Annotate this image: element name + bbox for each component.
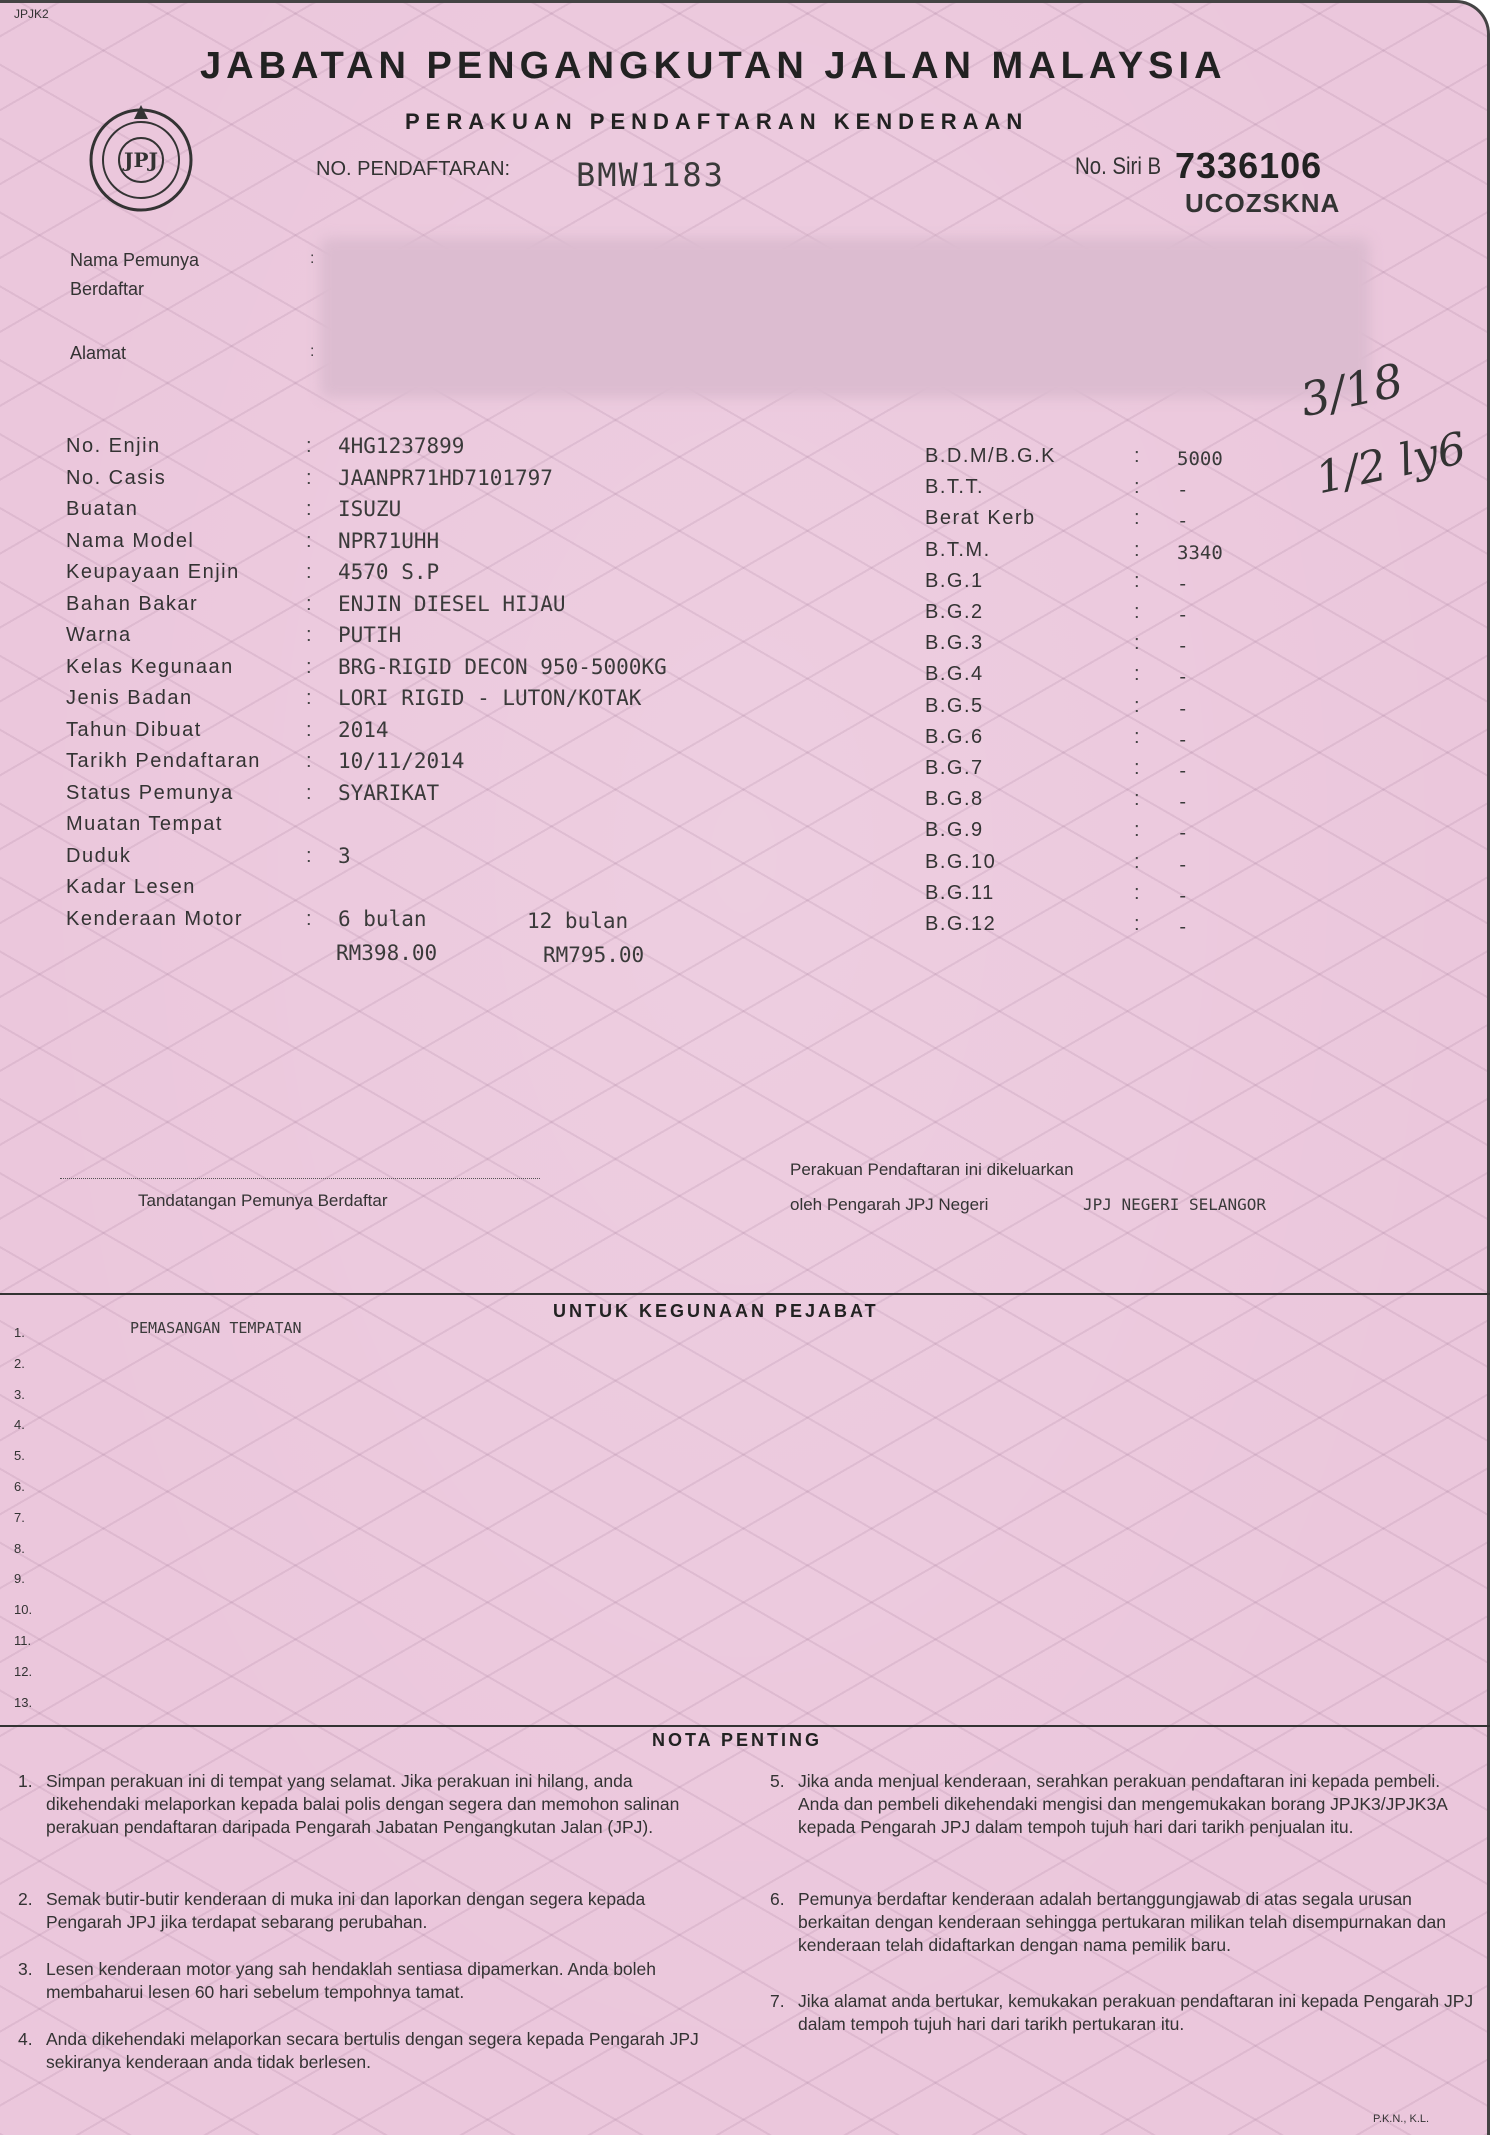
vehicle-field-label: Kelas Kegunaan [66,655,234,678]
office-row-number: 6. [14,1479,25,1494]
vehicle-field-value: JAANPR71HD7101797 [338,465,553,490]
vehicle-field-label: Kadar Lesen [66,876,196,898]
office-row-number: 4. [14,1417,25,1433]
vehicle-field-label: Muatan Tempat [66,813,223,835]
note-number: 6. [770,1889,785,1909]
office-row-number: 9. [14,1571,25,1587]
office-row-number: 2. [14,1355,25,1371]
weight-field-colon: : [1134,538,1140,561]
vehicle-field-label: No. Enjin [66,435,161,457]
vehicle-field-colon: : [306,435,312,457]
license-12-label: 12 bulan [527,909,629,933]
handwritten-note-1: 3/18 [1295,352,1408,428]
note-item [770,1990,1478,2036]
handwritten-note-2: 1/2 ly6 [1311,422,1471,505]
note-item [18,1888,726,1934]
weight-field-colon: : [1134,913,1140,935]
weight-field-value: - [1177,822,1189,845]
note-number: 7. [770,1991,785,2011]
license-12-fee: RM795.00 [543,943,645,967]
owner-name-label-2: Berdaftar [70,279,145,299]
weight-field-label: B.G.7 [925,757,984,779]
vehicle-field-label: Kenderaan Motor [66,907,244,930]
reg-no-value: BMW1183 [576,156,725,194]
weight-field-label: B.T.T. [925,476,985,499]
printer-code: P.K.N., K.L. [1373,2113,1430,2125]
vehicle-field-colon: : [306,844,312,867]
vehicle-field-colon: : [306,498,312,520]
notes-title: NOTA PENTING [652,1730,822,1750]
weight-field-label: B.G.3 [925,632,984,655]
vehicle-field-colon: : [306,907,312,930]
vehicle-field-value: 3 [338,843,351,868]
serial-label: No. Siri B [1075,153,1162,180]
note-number: 5. [770,1771,785,1791]
weight-field-value: - [1177,604,1189,626]
issued-by-line-1: Perakuan Pendaftaran ini dikeluarkan [790,1160,1074,1179]
weight-field-label: B.G.1 [925,569,984,592]
note-item [18,2028,726,2074]
weight-field-value: - [1177,635,1189,658]
license-6-fee: RM398.00 [336,941,438,965]
weight-field-value: - [1177,791,1189,814]
vehicle-field-colon: : [306,750,312,772]
office-row-number: 5. [14,1448,25,1464]
reg-no-label: NO. PENDAFTARAN: [316,158,511,180]
note-number: 1. [18,1771,33,1791]
signature-line [60,1178,540,1179]
weight-field-label: B.T.M. [925,538,991,561]
office-row-number: 7. [14,1509,25,1525]
page-title: JABATAN PENGANGKUTAN JALAN MALAYSIA [200,45,1227,87]
vehicle-field-value: 6 bulan [338,906,427,931]
weight-field-colon: : [1134,569,1140,592]
issued-by-line-2: oleh Pengarah JPJ Negeri [790,1195,989,1214]
vehicle-field-value: ENJIN DIESEL HIJAU [338,591,566,616]
vehicle-field-colon: : [306,529,312,552]
address-colon: : [310,343,315,360]
form-code: JPJK2 [14,7,49,21]
weight-field-value: - [1177,853,1189,876]
weight-field-label: B.G.9 [925,819,984,842]
note-item [770,1770,1478,1839]
vehicle-field-colon: : [306,655,312,678]
weight-field-label: B.D.M/B.G.K [925,445,1056,467]
vehicle-field-value: 4HG1237899 [338,434,465,458]
weight-field-label: B.G.2 [925,601,984,623]
note-number: 2. [18,1889,33,1909]
weight-field-colon: : [1134,694,1140,717]
vehicle-field-value: BRG-RIGID DECON 950-5000KG [338,654,667,679]
weight-field-value: - [1177,572,1189,595]
vehicle-field-label: Jenis Badan [66,687,193,709]
weight-field-colon: : [1134,663,1140,686]
office-row-number: 1. [14,1325,25,1340]
weight-field-colon: : [1134,788,1140,811]
note-number: 4. [18,2029,33,2049]
weight-field-value: - [1177,697,1189,720]
owner-colon: : [310,250,315,267]
vehicle-field-label: Bahan Bakar [66,592,199,615]
vehicle-field-value: NPR71UHH [338,528,440,553]
weight-field-colon: : [1134,632,1140,655]
weight-field-value: - [1177,479,1189,502]
note-text: Simpan perakuan ini di tempat yang selamat. Jika perakuan ini hilang, anda dikehendaki melaporkan kepada balai polis dengan segera dan memohon salinan perakuan pendaftaran daripada Pengarah Jabatan Pengangkutan Jalan (JPJ). [46,1771,680,1837]
office-row-number: 11. [14,1633,32,1648]
weight-field-label: B.G.11 [925,881,995,904]
weight-field-colon: : [1134,445,1140,467]
notes-section-top-rule [0,1725,1490,1727]
note-text: Pemunya berdaftar kenderaan adalah bertanggungjawab di atas segala urusan berkaitan dengan kenderaan sehingga pertukaran milikan telah disempurnakan dan kenderaan telah didaftarkan dengan nama pemilik baru. [798,1889,1446,1955]
vehicle-field-colon: : [306,718,312,741]
jpj-emblem-icon [82,101,200,219]
weight-field-value: 3340 [1177,541,1223,564]
vehicle-field-label: Tahun Dibuat [66,718,202,741]
serial-code: UCOZSKNA [1185,188,1341,218]
vehicle-field-label: Warna [66,624,132,646]
note-item [770,1888,1478,1957]
vehicle-field-label: Duduk [66,844,132,867]
weight-field-value: - [1177,728,1189,751]
vehicle-field-value: SYARIKAT [338,780,440,805]
vehicle-field-value: PUTIH [338,623,402,647]
weight-field-label: B.G.12 [925,913,997,935]
serial-value: 7336106 [1175,145,1323,186]
vehicle-field-value: 4570 S.P [338,560,440,584]
weight-field-label: B.G.8 [925,788,984,811]
svg-text:JPJ: JPJ [124,148,158,172]
weight-field-label: Berat Kerb [925,507,1036,530]
weight-field-colon: : [1134,476,1140,499]
office-row-number: 12. [14,1663,33,1679]
weight-field-value: - [1177,666,1189,689]
owner-signature-label: Tandatangan Pemunya Berdaftar [138,1191,388,1210]
weight-field-value: 5000 [1177,448,1223,470]
vehicle-field-value: LORI RIGID - LUTON/KOTAK [338,686,642,710]
vehicle-field-label: Keupayaan Enjin [66,561,240,583]
weight-field-value: - [1177,760,1189,782]
office-row1-text: PEMASANGAN TEMPATAN [130,1319,302,1337]
vehicle-field-value: 10/11/2014 [338,749,465,773]
vehicle-field-colon: : [306,466,312,489]
office-section-top-rule [0,1293,1490,1295]
vehicle-field-label: Tarikh Pendaftaran [66,750,261,772]
vehicle-field-colon: : [306,624,312,646]
office-use-title: UNTUK KEGUNAAN PEJABAT [553,1301,879,1321]
weight-field-colon: : [1134,881,1140,904]
address-label: Alamat [70,343,127,363]
weight-field-label: B.G.10 [925,850,997,873]
vehicle-field-colon: : [306,561,312,583]
weight-field-colon: : [1134,757,1140,779]
note-item [18,1770,726,1839]
weight-field-colon: : [1134,850,1140,873]
weight-field-label: B.G.6 [925,725,984,748]
note-text: Semak butir-butir kenderaan di muka ini dan laporkan dengan segera kepada Pengarah JPJ jika terdapat sebarang perubahan. [46,1889,646,1932]
page-subtitle: PERAKUAN PENDAFTARAN KENDERAAN [405,109,1029,134]
weight-field-colon: : [1134,507,1140,530]
note-number: 3. [18,1959,33,1979]
weight-field-colon: : [1134,601,1140,623]
note-text: Jika anda menjual kenderaan, serahkan perakuan pendaftaran ini kepada pembeli. Anda dan pembeli dikehendaki mengisi dan mengemukakan borang JPJK3/JPJK3A kepada Pengarah JPJ dalam tempoh tujuh hari dari tarikh penjualan itu. [798,1771,1447,1837]
vehicle-field-value: ISUZU [338,497,402,521]
owner-name-label: Nama Pemunya [70,250,200,270]
vehicle-field-label: No. Casis [66,466,167,489]
office-row-number: 10. [14,1602,33,1618]
weight-field-value: - [1177,510,1189,533]
office-row-number: 8. [14,1540,25,1556]
vehicle-field-label: Nama Model [66,529,195,552]
vehicle-field-label: Status Pemunya [66,781,234,804]
office-row-number: 3. [14,1386,25,1402]
note-text: Anda dikehendaki melaporkan secara bertulis dengan segera kepada Pengarah JPJ sekiranya kenderaan anda tidak berlesen. [46,2029,699,2072]
weight-field-colon: : [1134,819,1140,842]
weight-field-label: B.G.5 [925,694,984,717]
note-text: Lesen kenderaan motor yang sah hendaklah sentiasa dipamerkan. Anda boleh membaharui lesen 60 hari sebelum tempohnya tamat. [46,1959,657,2002]
weight-field-value: - [1177,884,1189,907]
vehicle-field-colon: : [306,781,312,804]
note-item [18,1958,726,2004]
issued-by-value: JPJ NEGERI SELANGOR [1083,1195,1267,1214]
vehicle-field-colon: : [306,592,312,615]
redacted-owner-block [320,238,1370,398]
weight-field-value: - [1177,916,1189,938]
vehicle-field-colon: : [306,687,312,709]
vehicle-field-label: Buatan [66,498,139,520]
vehicle-field-value: 2014 [338,717,389,742]
note-text: Jika alamat anda bertukar, kemukakan perakuan pendaftaran ini kepada Pengarah JPJ dalam tempoh tujuh hari dari tarikh pertukaran itu. [798,1991,1474,2034]
office-row-number: 13. [14,1694,33,1710]
weight-field-label: B.G.4 [925,663,984,686]
weight-field-colon: : [1134,725,1140,748]
